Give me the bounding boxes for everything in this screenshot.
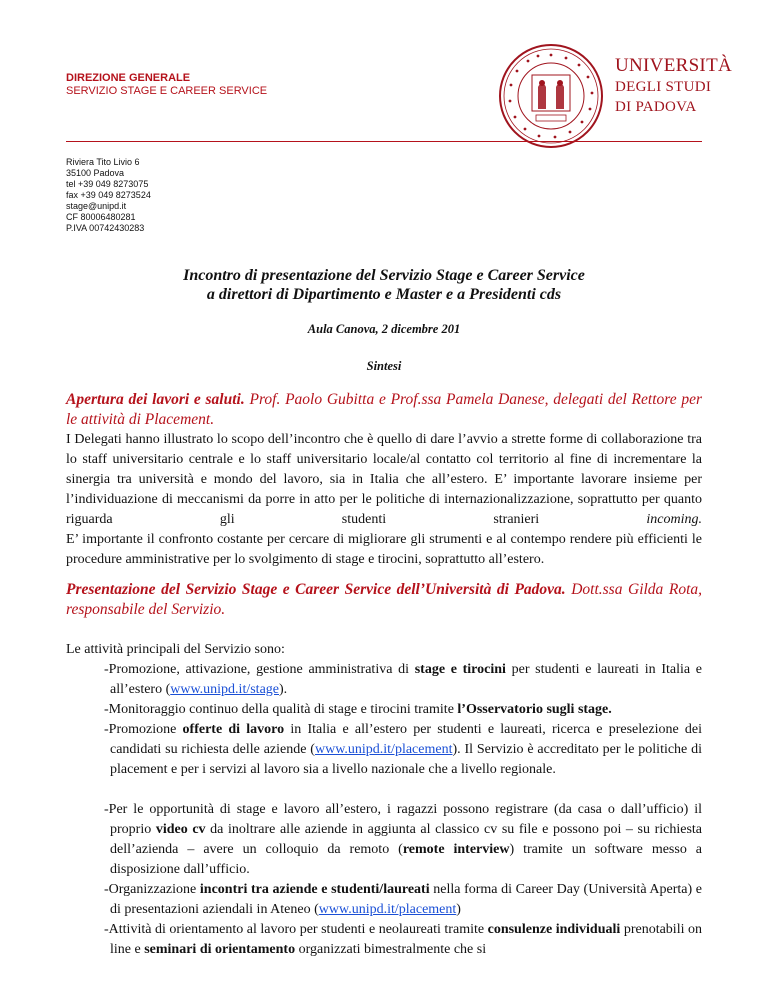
address-street: Riviera Tito Livio 6: [66, 157, 140, 167]
department-header: [66, 72, 267, 98]
university-line-2: DEGLI STUDI: [615, 79, 712, 95]
section-1-paragraph-b: E’ importante il confronto costante per cercare di migliorare gli strumenti e al contempo rendere più efficienti le procedure amministrative per lo svolgimento di stage e tirocini, soprattutto all’estero.: [66, 532, 702, 567]
list-item: -Promozione, attivazione, gestione amministrativa di stage e tirocini per studenti e laureati in Italia e all’estero (www.unipd.it/stage).: [104, 662, 702, 697]
document-title-line-1: Incontro di presentazione del Servizio Stage e Career Service: [183, 267, 585, 284]
list-item: -Promozione offerte di lavoro in Italia e all’estero per studenti e laureati, ricerca e preselezione dei candidati su richiesta delle aziende (www.unipd.it/placement). Il Servizio è accreditato per le politiche di placement e per i servizi al lavoro sia a livello nazionale che a livello regionale.: [104, 722, 703, 777]
document-title-line-2: a direttori di Dipartimento e Master e a Presidenti cds: [206, 286, 562, 303]
address-vat: P.IVA 00742430283: [66, 223, 145, 233]
list-item: -Attività di orientamento al lavoro per studenti e neolaureati tramite consulenze individuali prenotabili on line e seminari di orientamento organizzati bimestralmente che si: [104, 922, 703, 957]
list-item: -Monitoraggio continuo della qualità di stage e tirocini tramite l’Osservatorio sugli stage.: [104, 702, 612, 717]
address-city: 35100 Padova: [66, 168, 125, 178]
summary-label: Sintesi: [366, 359, 402, 373]
address-email: stage@unipd.it: [66, 201, 127, 211]
section-1-body: [66, 430, 702, 570]
section-2-intro: Le attività principali del Servizio sono:: [66, 642, 285, 657]
section-2-heading: Presentazione del Servizio Stage e Career Service dell’Università di Padova. Dott.ssa Gilda Rota, responsabile del Servizio.: [66, 581, 702, 618]
university-name: [615, 56, 732, 117]
list-item: -Organizzazione incontri tra aziende e studenti/laureati nella forma di Career Day (Università Aperta) e di presentazioni aziendali in Ateneo (www.unipd.it/placement): [104, 882, 702, 917]
header-divider: [66, 141, 702, 142]
address-block: [66, 157, 151, 234]
service-name: SERVIZIO STAGE E CAREER SERVICE: [66, 85, 268, 97]
placement-link-2[interactable]: www.unipd.it/placement: [318, 902, 457, 917]
section-1-heading: Apertura dei lavori e saluti. Prof. Paolo Gubitta e Prof.ssa Pamela Danese, delegati del Rettore per le attività di Placement.: [66, 391, 703, 428]
university-line-3: DI PADOVA: [615, 99, 697, 115]
university-seal-icon: [498, 43, 604, 149]
placement-link[interactable]: www.unipd.it/placement: [314, 742, 453, 757]
address-cf: CF 80006480281: [66, 212, 136, 222]
list-item: -Per le opportunità di stage e lavoro all’estero, i ragazzi possono registrare (da casa o dall’ufficio) il proprio video cv da inoltrare alle aziende in aggiunta al classico cv su file e possono poi – su richiesta dell’azienda – avere un colloquio da remoto (remote interview) tramite un software messo a disposizione dall’ufficio.: [104, 802, 702, 877]
dept-name: DIREZIONE GENERALE: [66, 72, 191, 84]
university-line-1: UNIVERSITÀ: [615, 55, 732, 76]
address-phone: tel +39 049 8273075: [66, 179, 149, 189]
place-date: Aula Canova, 2 dicembre 201: [307, 322, 461, 336]
section-1-paragraph-a: I Delegati hanno illustrato lo scopo dell’incontro che è quello di dare l’avvio a strette forme di collaborazione tra lo staff universitario centrale e lo staff universitario locale/al contatto col territorio al fine di incrementare la sinergia tra università e mondo del lavoro, sia in Italia che all’estero. E’ importante lavorare insieme per l’individuazione di meccanismi da porre in atto per le politiche di internazionalizzazione, soprattutto per quanto riguarda gli studenti stranieri incoming.: [66, 432, 702, 527]
stage-link[interactable]: www.unipd.it/stage: [170, 682, 279, 697]
address-fax: fax +39 049 8273524: [66, 190, 151, 200]
